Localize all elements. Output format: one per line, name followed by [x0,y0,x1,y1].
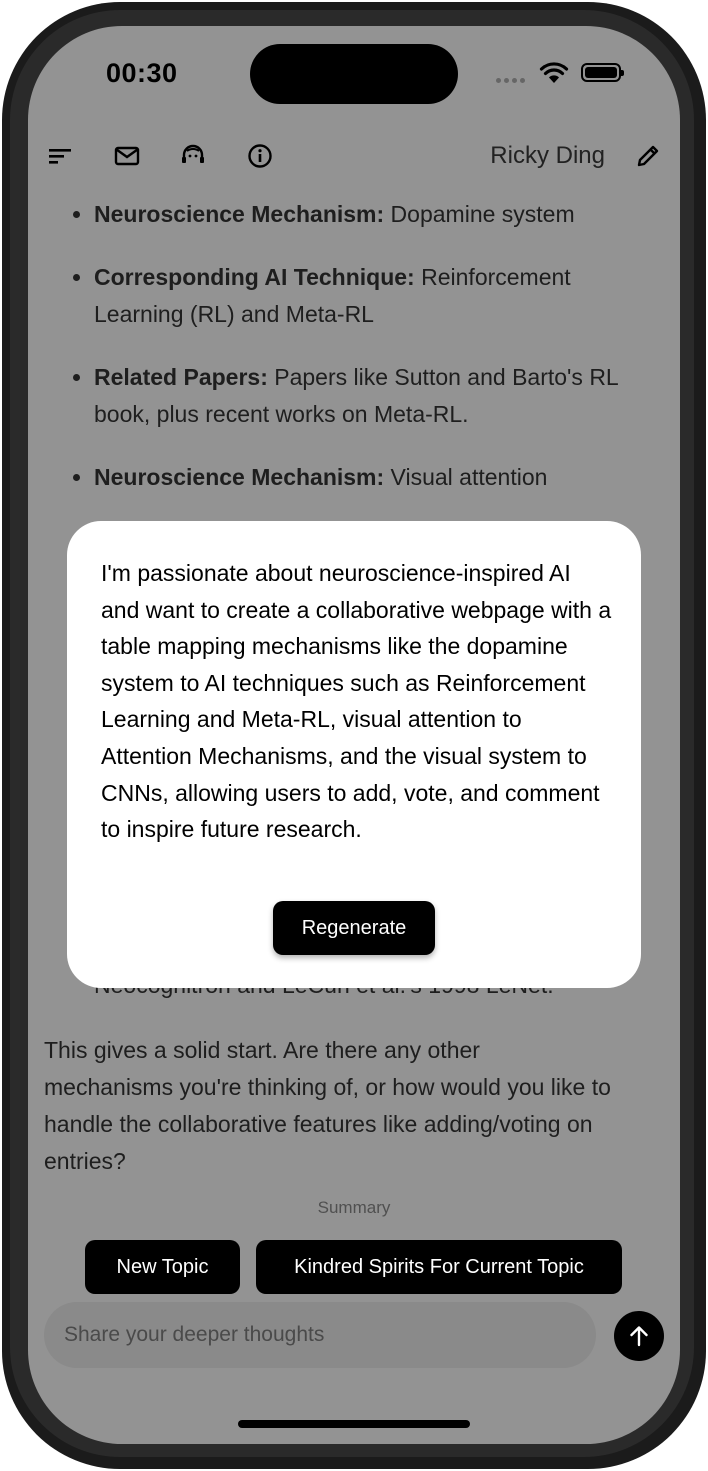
support-agent-icon[interactable] [179,142,207,170]
closing-message: This gives a solid start. Are there any other mechanisms you're thinking of, or how would you like to handle the collaborative features like adding/voting on entries? [44,1037,611,1174]
message-input[interactable] [44,1302,596,1368]
edit-icon[interactable] [634,142,662,170]
list-item: • Neuroscience Mechanism: Visual attention [94,459,644,496]
assistant-message [44,196,644,522]
arrow-up-icon [626,1323,652,1349]
list-item: • Related Papers: Papers like Sutton and Barto's RL book, plus recent works on Meta-RL. [94,359,644,433]
prompt-summary-dialog [67,521,641,988]
mail-icon[interactable] [113,142,141,170]
home-indicator[interactable] [238,1420,470,1428]
send-button[interactable] [614,1311,664,1361]
mechanism-list [44,196,644,496]
list-item: • Neuroscience Mechanism: Dopamine system [94,196,644,233]
list-item: • Corresponding AI Technique: Reinforcement Learning (RL) and Meta-RL [94,259,644,333]
dynamic-island [250,44,458,104]
menu-icon[interactable] [46,142,74,170]
battery-icon [581,63,621,82]
screen [28,26,680,1444]
summary-link[interactable]: Summary [317,1198,391,1217]
cellular-signal-icon [496,78,525,83]
wifi-icon [539,62,569,84]
info-icon[interactable] [246,142,274,170]
new-topic-button[interactable]: New Topic [85,1240,240,1294]
kindred-spirits-button[interactable]: Kindred Spirits For Current Topic [256,1240,622,1294]
user-name[interactable]: Ricky Ding [490,142,605,169]
regenerate-button[interactable]: Regenerate [273,901,435,955]
status-time: 00:30 [106,58,178,88]
dialog-text: I'm passionate about neuroscience-inspired AI and want to create a collaborative webpage with a table mapping mechanisms like the dopamine system to AI techniques such as Reinforcement Learning and Meta-RL, visual attention to Attention Mechanisms, and the visual system to CNNs, allowing users to add, vote, and comment to inspire future research. [101,560,612,843]
